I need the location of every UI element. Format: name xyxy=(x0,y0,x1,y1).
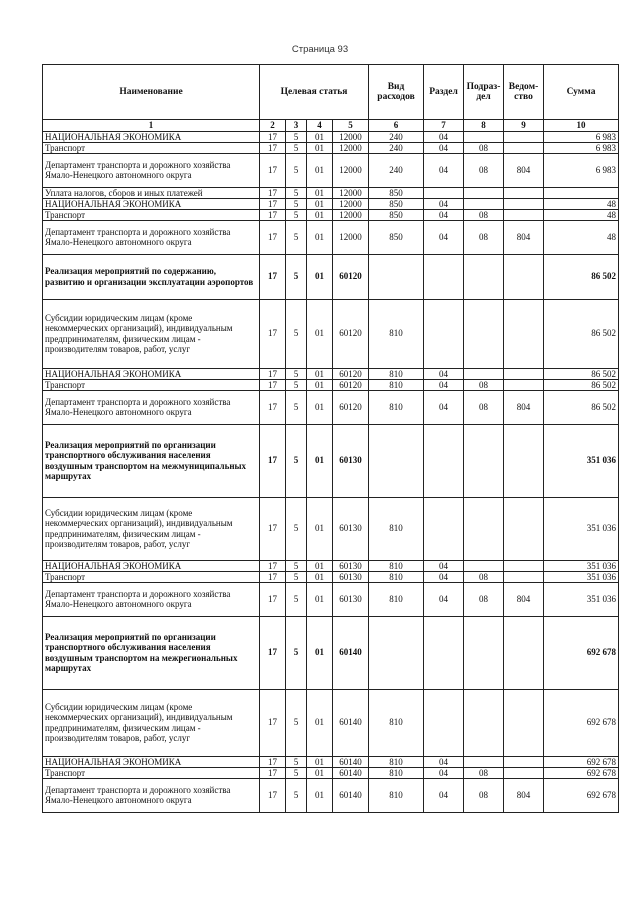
expense-type-cell: 810 xyxy=(369,582,424,616)
page-number-header: Страница 93 xyxy=(291,44,349,55)
section-cell xyxy=(424,254,464,299)
target-article-part4-cell: 60130 xyxy=(333,497,369,560)
target-article-part1-cell: 17 xyxy=(260,560,286,571)
column-number: 3 xyxy=(286,120,307,132)
subsection-cell xyxy=(464,254,504,299)
target-article-part1-cell: 17 xyxy=(260,142,286,153)
subsection-cell xyxy=(464,497,504,560)
subsection-cell: 08 xyxy=(464,142,504,153)
column-number: 4 xyxy=(307,120,333,132)
subsection-cell xyxy=(464,368,504,379)
department-cell xyxy=(504,767,544,778)
expense-type-cell: 810 xyxy=(369,368,424,379)
target-article-part4-cell: 60140 xyxy=(333,778,369,812)
subsection-cell xyxy=(464,198,504,209)
row-name-cell: Транспорт xyxy=(43,571,260,582)
row-name-cell: Департамент транспорта и дорожного хозяйства Ямало-Ненецкого автономного округа xyxy=(43,220,260,254)
subsection-cell: 08 xyxy=(464,209,504,220)
department-cell xyxy=(504,198,544,209)
sum-cell: 48 xyxy=(544,209,619,220)
section-cell: 04 xyxy=(424,220,464,254)
column-header-subsection: Подраз-дел xyxy=(464,65,504,120)
expense-type-cell: 240 xyxy=(369,153,424,187)
target-article-part4-cell: 60120 xyxy=(333,254,369,299)
target-article-part2-cell: 5 xyxy=(286,571,307,582)
budget-table xyxy=(42,64,619,813)
target-article-part1-cell: 17 xyxy=(260,209,286,220)
row-name-cell: Уплата налогов, сборов и иных платежей xyxy=(43,187,260,198)
target-article-part1-cell: 17 xyxy=(260,689,286,756)
target-article-part1-cell: 17 xyxy=(260,220,286,254)
target-article-part2-cell: 5 xyxy=(286,390,307,424)
subsection-cell: 08 xyxy=(464,571,504,582)
sum-cell: 351 036 xyxy=(544,582,619,616)
target-article-part1-cell: 17 xyxy=(260,778,286,812)
sum-cell: 692 678 xyxy=(544,778,619,812)
expense-type-cell: 850 xyxy=(369,209,424,220)
table-row xyxy=(43,368,619,379)
row-name-cell: Субсидии юридическим лицам (кроме некоммерческих организаций), индивидуальным предпринимателям, физическим лицам - производителям товаров, работ, услуг xyxy=(43,497,260,560)
target-article-part1-cell: 17 xyxy=(260,424,286,497)
expense-type-cell: 850 xyxy=(369,187,424,198)
section-cell: 04 xyxy=(424,571,464,582)
target-article-part1-cell: 17 xyxy=(260,254,286,299)
subsection-cell: 08 xyxy=(464,778,504,812)
section-cell xyxy=(424,299,464,368)
subsection-cell xyxy=(464,299,504,368)
subsection-cell: 08 xyxy=(464,582,504,616)
target-article-part4-cell: 60130 xyxy=(333,571,369,582)
target-article-part2-cell: 5 xyxy=(286,142,307,153)
table-body xyxy=(43,131,619,812)
sum-cell: 6 983 xyxy=(544,153,619,187)
target-article-part4-cell: 60120 xyxy=(333,379,369,390)
table-row xyxy=(43,560,619,571)
target-article-part2-cell: 5 xyxy=(286,254,307,299)
target-article-part2-cell: 5 xyxy=(286,497,307,560)
department-cell: 804 xyxy=(504,582,544,616)
column-number: 1 xyxy=(43,120,260,132)
target-article-part2-cell: 5 xyxy=(286,756,307,767)
subsection-cell xyxy=(464,187,504,198)
section-cell: 04 xyxy=(424,778,464,812)
column-number: 8 xyxy=(464,120,504,132)
department-cell: 804 xyxy=(504,220,544,254)
target-article-part1-cell: 17 xyxy=(260,368,286,379)
target-article-part4-cell: 12000 xyxy=(333,131,369,142)
department-cell xyxy=(504,689,544,756)
department-cell xyxy=(504,209,544,220)
row-name-cell: НАЦИОНАЛЬНАЯ ЭКОНОМИКА xyxy=(43,368,260,379)
department-cell xyxy=(504,187,544,198)
table-row xyxy=(43,689,619,756)
sum-cell: 692 678 xyxy=(544,616,619,689)
target-article-part3-cell: 01 xyxy=(307,198,333,209)
row-name-cell: НАЦИОНАЛЬНАЯ ЭКОНОМИКА xyxy=(43,131,260,142)
target-article-part4-cell: 60140 xyxy=(333,616,369,689)
target-article-part2-cell: 5 xyxy=(286,368,307,379)
table-row xyxy=(43,571,619,582)
target-article-part4-cell: 60130 xyxy=(333,424,369,497)
row-name-cell: Департамент транспорта и дорожного хозяйства Ямало-Ненецкого автономного округа xyxy=(43,582,260,616)
department-cell xyxy=(504,560,544,571)
target-article-part2-cell: 5 xyxy=(286,616,307,689)
column-number: 7 xyxy=(424,120,464,132)
table-row xyxy=(43,616,619,689)
sum-cell: 692 678 xyxy=(544,756,619,767)
subsection-cell: 08 xyxy=(464,220,504,254)
target-article-part4-cell: 12000 xyxy=(333,187,369,198)
department-cell: 804 xyxy=(504,390,544,424)
target-article-part4-cell: 60120 xyxy=(333,368,369,379)
target-article-part2-cell: 5 xyxy=(286,560,307,571)
expense-type-cell: 810 xyxy=(369,390,424,424)
table-row xyxy=(43,220,619,254)
target-article-part3-cell: 01 xyxy=(307,254,333,299)
row-name-cell: Транспорт xyxy=(43,142,260,153)
row-name-cell: Транспорт xyxy=(43,379,260,390)
department-cell xyxy=(504,254,544,299)
section-cell: 04 xyxy=(424,198,464,209)
department-cell xyxy=(504,131,544,142)
target-article-part3-cell: 01 xyxy=(307,368,333,379)
row-name-cell: Департамент транспорта и дорожного хозяйства Ямало-Ненецкого автономного округа xyxy=(43,390,260,424)
target-article-part2-cell: 5 xyxy=(286,198,307,209)
sum-cell: 6 983 xyxy=(544,142,619,153)
target-article-part4-cell: 60140 xyxy=(333,756,369,767)
column-number: 5 xyxy=(333,120,369,132)
row-name-cell: Субсидии юридическим лицам (кроме некоммерческих организаций), индивидуальным предпринимателям, физическим лицам - производителям товаров, работ, услуг xyxy=(43,299,260,368)
target-article-part2-cell: 5 xyxy=(286,424,307,497)
sum-cell: 86 502 xyxy=(544,254,619,299)
row-name-cell: НАЦИОНАЛЬНАЯ ЭКОНОМИКА xyxy=(43,756,260,767)
target-article-part1-cell: 17 xyxy=(260,756,286,767)
target-article-part4-cell: 60120 xyxy=(333,299,369,368)
target-article-part2-cell: 5 xyxy=(286,153,307,187)
target-article-part1-cell: 17 xyxy=(260,571,286,582)
expense-type-cell: 240 xyxy=(369,131,424,142)
expense-type-cell: 810 xyxy=(369,571,424,582)
section-cell: 04 xyxy=(424,142,464,153)
sum-cell: 48 xyxy=(544,220,619,254)
column-header-department: Ведом-ство xyxy=(504,65,544,120)
subsection-cell: 08 xyxy=(464,390,504,424)
target-article-part3-cell: 01 xyxy=(307,497,333,560)
expense-type-cell: 810 xyxy=(369,778,424,812)
target-article-part3-cell: 01 xyxy=(307,756,333,767)
row-name-cell: Субсидии юридическим лицам (кроме некоммерческих организаций), индивидуальным предпринимателям, физическим лицам - производителям товаров, работ, услуг xyxy=(43,689,260,756)
section-cell: 04 xyxy=(424,379,464,390)
subsection-cell xyxy=(464,756,504,767)
target-article-part3-cell: 01 xyxy=(307,390,333,424)
department-cell xyxy=(504,571,544,582)
target-article-part3-cell: 01 xyxy=(307,187,333,198)
target-article-part3-cell: 01 xyxy=(307,131,333,142)
department-cell xyxy=(504,299,544,368)
target-article-part4-cell: 60120 xyxy=(333,390,369,424)
target-article-part4-cell: 12000 xyxy=(333,142,369,153)
section-cell xyxy=(424,424,464,497)
department-cell xyxy=(504,756,544,767)
target-article-part1-cell: 17 xyxy=(260,497,286,560)
subsection-cell xyxy=(464,689,504,756)
department-cell xyxy=(504,497,544,560)
target-article-part4-cell: 12000 xyxy=(333,153,369,187)
target-article-part2-cell: 5 xyxy=(286,778,307,812)
section-cell xyxy=(424,689,464,756)
section-cell: 04 xyxy=(424,756,464,767)
target-article-part3-cell: 01 xyxy=(307,582,333,616)
section-cell: 04 xyxy=(424,209,464,220)
target-article-part3-cell: 01 xyxy=(307,209,333,220)
table-row xyxy=(43,198,619,209)
sum-cell: 86 502 xyxy=(544,368,619,379)
target-article-part2-cell: 5 xyxy=(286,767,307,778)
subsection-cell xyxy=(464,131,504,142)
target-article-part4-cell: 60140 xyxy=(333,767,369,778)
target-article-part2-cell: 5 xyxy=(286,131,307,142)
target-article-part2-cell: 5 xyxy=(286,220,307,254)
target-article-part1-cell: 17 xyxy=(260,616,286,689)
table-row xyxy=(43,424,619,497)
expense-type-cell: 850 xyxy=(369,198,424,209)
expense-type-cell xyxy=(369,254,424,299)
sum-cell: 692 678 xyxy=(544,689,619,756)
section-cell: 04 xyxy=(424,390,464,424)
column-number: 6 xyxy=(369,120,424,132)
column-header-section: Раздел xyxy=(424,65,464,120)
subsection-cell: 08 xyxy=(464,153,504,187)
row-name-cell: Реализация мероприятий по организации транспортного обслуживания населения воздушным транспортом на межмуниципальных маршрутах xyxy=(43,424,260,497)
target-article-part3-cell: 01 xyxy=(307,142,333,153)
section-cell: 04 xyxy=(424,153,464,187)
target-article-part1-cell: 17 xyxy=(260,767,286,778)
department-cell xyxy=(504,379,544,390)
expense-type-cell: 810 xyxy=(369,756,424,767)
table-row xyxy=(43,254,619,299)
sum-cell: 6 983 xyxy=(544,131,619,142)
column-header-target-article: Целевая статья xyxy=(260,65,369,120)
target-article-part1-cell: 17 xyxy=(260,153,286,187)
subsection-cell xyxy=(464,616,504,689)
target-article-part3-cell: 01 xyxy=(307,689,333,756)
subsection-cell: 08 xyxy=(464,767,504,778)
target-article-part2-cell: 5 xyxy=(286,187,307,198)
target-article-part2-cell: 5 xyxy=(286,689,307,756)
sum-cell: 351 036 xyxy=(544,571,619,582)
sum-cell: 86 502 xyxy=(544,379,619,390)
table-row xyxy=(43,142,619,153)
table-row xyxy=(43,497,619,560)
expense-type-cell: 810 xyxy=(369,299,424,368)
table-row xyxy=(43,767,619,778)
column-header-name: Наименование xyxy=(43,65,260,120)
target-article-part4-cell: 60130 xyxy=(333,582,369,616)
sum-cell: 692 678 xyxy=(544,767,619,778)
row-name-cell: Департамент транспорта и дорожного хозяйства Ямало-Ненецкого автономного округа xyxy=(43,153,260,187)
target-article-part1-cell: 17 xyxy=(260,131,286,142)
target-article-part1-cell: 17 xyxy=(260,187,286,198)
row-name-cell: Транспорт xyxy=(43,767,260,778)
section-cell xyxy=(424,497,464,560)
expense-type-cell xyxy=(369,616,424,689)
target-article-part3-cell: 01 xyxy=(307,778,333,812)
section-cell: 04 xyxy=(424,582,464,616)
target-article-part3-cell: 01 xyxy=(307,299,333,368)
row-name-cell: Реализация мероприятий по содержанию, развитию и организации эксплуатации аэропортов xyxy=(43,254,260,299)
target-article-part3-cell: 01 xyxy=(307,220,333,254)
target-article-part1-cell: 17 xyxy=(260,299,286,368)
section-cell: 04 xyxy=(424,560,464,571)
target-article-part1-cell: 17 xyxy=(260,379,286,390)
row-name-cell: НАЦИОНАЛЬНАЯ ЭКОНОМИКА xyxy=(43,198,260,209)
target-article-part4-cell: 60130 xyxy=(333,560,369,571)
table-row xyxy=(43,778,619,812)
target-article-part3-cell: 01 xyxy=(307,153,333,187)
row-name-cell: Транспорт xyxy=(43,209,260,220)
column-number: 2 xyxy=(260,120,286,132)
table-row xyxy=(43,582,619,616)
column-number-row xyxy=(43,120,619,132)
table-row xyxy=(43,390,619,424)
expense-type-cell: 850 xyxy=(369,220,424,254)
sum-cell: 351 036 xyxy=(544,560,619,571)
target-article-part1-cell: 17 xyxy=(260,582,286,616)
table-row xyxy=(43,153,619,187)
target-article-part2-cell: 5 xyxy=(286,582,307,616)
table-header-row xyxy=(43,65,619,120)
department-cell xyxy=(504,424,544,497)
column-header-expense-type: Вид расходов xyxy=(369,65,424,120)
department-cell: 804 xyxy=(504,153,544,187)
expense-type-cell xyxy=(369,424,424,497)
table-row xyxy=(43,379,619,390)
target-article-part3-cell: 01 xyxy=(307,424,333,497)
expense-type-cell: 810 xyxy=(369,379,424,390)
sum-cell: 48 xyxy=(544,198,619,209)
target-article-part2-cell: 5 xyxy=(286,209,307,220)
target-article-part4-cell: 12000 xyxy=(333,209,369,220)
expense-type-cell: 810 xyxy=(369,689,424,756)
subsection-cell xyxy=(464,560,504,571)
target-article-part3-cell: 01 xyxy=(307,767,333,778)
table-row xyxy=(43,187,619,198)
column-header-sum: Сумма xyxy=(544,65,619,120)
sum-cell: 86 502 xyxy=(544,299,619,368)
target-article-part2-cell: 5 xyxy=(286,299,307,368)
target-article-part2-cell: 5 xyxy=(286,379,307,390)
table-row xyxy=(43,299,619,368)
table-row xyxy=(43,131,619,142)
sum-cell: 351 036 xyxy=(544,424,619,497)
department-cell: 804 xyxy=(504,778,544,812)
table-row xyxy=(43,756,619,767)
column-number: 9 xyxy=(504,120,544,132)
column-number: 10 xyxy=(544,120,619,132)
target-article-part1-cell: 17 xyxy=(260,390,286,424)
target-article-part4-cell: 60140 xyxy=(333,689,369,756)
sum-cell xyxy=(544,187,619,198)
department-cell xyxy=(504,368,544,379)
target-article-part3-cell: 01 xyxy=(307,560,333,571)
target-article-part4-cell: 12000 xyxy=(333,220,369,254)
expense-type-cell: 810 xyxy=(369,497,424,560)
row-name-cell: НАЦИОНАЛЬНАЯ ЭКОНОМИКА xyxy=(43,560,260,571)
section-cell: 04 xyxy=(424,131,464,142)
sum-cell: 86 502 xyxy=(544,390,619,424)
section-cell xyxy=(424,616,464,689)
subsection-cell: 08 xyxy=(464,379,504,390)
sum-cell: 351 036 xyxy=(544,497,619,560)
section-cell: 04 xyxy=(424,767,464,778)
target-article-part3-cell: 01 xyxy=(307,571,333,582)
target-article-part3-cell: 01 xyxy=(307,616,333,689)
target-article-part1-cell: 17 xyxy=(260,198,286,209)
table-row xyxy=(43,209,619,220)
target-article-part4-cell: 12000 xyxy=(333,198,369,209)
section-cell xyxy=(424,187,464,198)
department-cell xyxy=(504,616,544,689)
department-cell xyxy=(504,142,544,153)
section-cell: 04 xyxy=(424,368,464,379)
expense-type-cell: 810 xyxy=(369,560,424,571)
expense-type-cell: 810 xyxy=(369,767,424,778)
target-article-part3-cell: 01 xyxy=(307,379,333,390)
row-name-cell: Реализация мероприятий по организации транспортного обслуживания населения воздушным транспортом на межрегиональных маршрутах xyxy=(43,616,260,689)
expense-type-cell: 240 xyxy=(369,142,424,153)
row-name-cell: Департамент транспорта и дорожного хозяйства Ямало-Ненецкого автономного округа xyxy=(43,778,260,812)
subsection-cell xyxy=(464,424,504,497)
